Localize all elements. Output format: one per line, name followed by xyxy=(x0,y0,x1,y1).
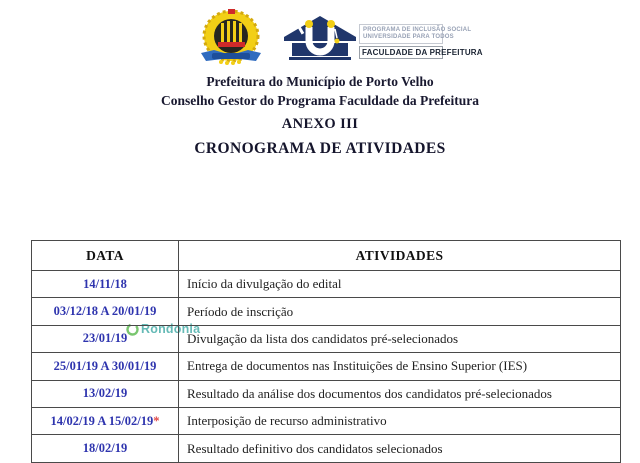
program-line-2: UNIVERSIDADE PARA TODOS xyxy=(363,34,454,40)
schedule-table xyxy=(31,240,621,463)
table-row xyxy=(32,380,621,407)
program-logo-text xyxy=(359,24,483,59)
table-header-row xyxy=(32,241,621,271)
table-row xyxy=(32,353,621,380)
column-header-atividades: ATIVIDADES xyxy=(179,241,621,271)
date-note: * xyxy=(153,413,160,428)
faculdade-prefeitura-logo-icon xyxy=(283,13,357,61)
date-cell: 25/01/19 A 30/01/19 xyxy=(32,353,179,380)
program-name-box xyxy=(359,24,472,44)
program-line-1: PROGRAMA DE INCLUSÃO SOCIAL xyxy=(363,27,472,33)
date-cell: 14/11/18 xyxy=(32,271,179,298)
table-row xyxy=(32,271,621,298)
table-row xyxy=(32,298,621,325)
org-line-1: Prefeitura do Município de Porto Velho xyxy=(206,74,434,89)
date-cell: 03/12/18 A 20/01/19 xyxy=(32,298,179,325)
annex-title: ANEXO III xyxy=(281,116,359,132)
activity-cell: Resultado da análise dos documentos dos candidatos pré-selecionados xyxy=(179,380,621,407)
table-row xyxy=(32,325,621,352)
activity-cell: Período de inscrição xyxy=(179,298,621,325)
org-line-2: Conselho Gestor do Programa Faculdade da Prefeitura xyxy=(161,93,479,108)
date-cell: 13/02/19 xyxy=(32,380,179,407)
activity-cell: Interposição de recurso administrativo xyxy=(179,407,621,434)
activity-cell: Divulgação da lista dos candidatos pré-selecionados xyxy=(179,325,621,352)
table-row xyxy=(32,407,621,434)
activity-cell: Início da divulgação do edital xyxy=(179,271,621,298)
activity-cell: Entrega de documentos nas Instituições de Ensino Superior (IES) xyxy=(179,353,621,380)
date-cell: 14/02/19 A 15/02/19* xyxy=(32,407,179,434)
org-header xyxy=(0,72,640,110)
date-cell: 18/02/19 xyxy=(32,435,179,462)
date-cell: 23/01/19 xyxy=(32,325,179,352)
activity-cell: Resultado definitivo dos candidatos selecionados xyxy=(179,435,621,462)
column-header-data: DATA xyxy=(32,241,179,271)
document-header-logos xyxy=(0,0,640,66)
schedule-title: CRONOGRAMA DE ATIVIDADES xyxy=(194,140,446,157)
porto-velho-coat-of-arms-icon xyxy=(198,9,265,66)
faculdade-label: FACULDADE DA PREFEITURA xyxy=(359,46,443,59)
watermark-text: Rondonia xyxy=(141,322,201,336)
table-row xyxy=(32,435,621,462)
